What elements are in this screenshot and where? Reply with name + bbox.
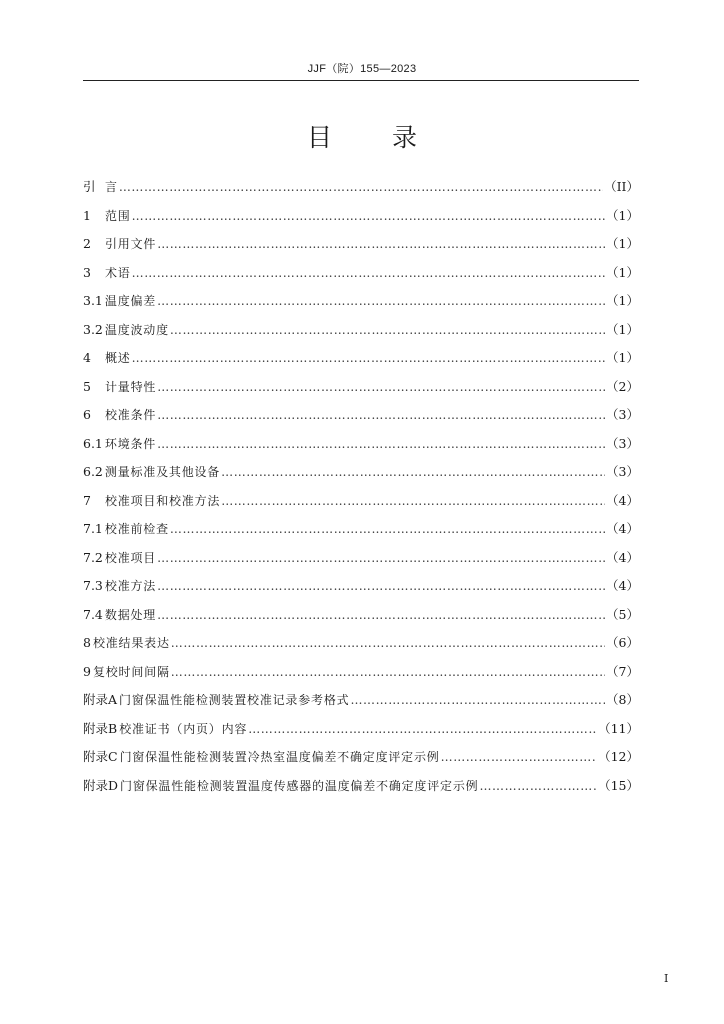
toc-entry-number: 4	[83, 350, 91, 365]
toc-entry-number: 附录C	[83, 749, 118, 764]
toc-entry-page: （1）	[606, 236, 639, 251]
toc-entry-page: （5）	[606, 606, 639, 622]
toc-entry-page: （4）	[606, 578, 639, 593]
toc-entry-number: 7.2	[83, 549, 103, 565]
toc-dot-leader	[170, 518, 605, 540]
table-of-contents	[83, 176, 639, 803]
toc-entry-title: 门窗保温性能检测装置校准记录参考格式	[119, 693, 350, 707]
toc-entry-number: 8	[83, 635, 91, 650]
toc-entry-page: （II）	[604, 179, 639, 194]
toc-entry-number: 附录D	[83, 777, 119, 793]
toc-entry-page: （15）	[598, 777, 639, 793]
toc-entry-number: 3	[83, 264, 91, 280]
toc-dot-leader	[221, 490, 605, 512]
toc-entry-title: 范围	[105, 208, 131, 223]
page-header: JJF（院）155—2023	[307, 63, 417, 75]
toc-entry-page: （1）	[606, 321, 639, 337]
toc-entry[interactable]	[83, 575, 639, 604]
toc-dot-leader	[157, 290, 605, 312]
toc-entry-page: （4）	[606, 521, 639, 536]
toc-dot-leader	[132, 347, 605, 369]
toc-entry[interactable]	[83, 518, 639, 547]
toc-entry-title: 校准方法	[104, 579, 157, 593]
toc-entry-title: 计量特性	[105, 379, 157, 394]
toc-entry[interactable]	[83, 689, 639, 718]
toc-entry-title: 校准项目	[104, 550, 157, 565]
toc-entry-page: （1）	[606, 293, 639, 308]
toc-entry-number: 7.4	[83, 606, 103, 622]
toc-entry-number: 附录A	[83, 692, 118, 707]
toc-entry-number: 1	[83, 207, 91, 223]
toc-entry[interactable]	[83, 661, 639, 690]
toc-entry-title: 校准前检查	[104, 522, 169, 536]
toc-dot-leader	[248, 718, 597, 740]
header-rule	[83, 80, 639, 81]
toc-entry[interactable]	[83, 205, 639, 234]
toc-dot-leader	[157, 604, 605, 626]
toc-dot-leader	[479, 775, 597, 797]
toc-dot-leader	[441, 746, 598, 768]
toc-dot-leader	[157, 376, 605, 398]
toc-entry-page: （3）	[606, 407, 639, 422]
toc-entry-page: （12）	[598, 749, 639, 764]
toc-entry-page: （8）	[606, 692, 639, 707]
toc-entry[interactable]	[83, 604, 639, 633]
toc-entry-page: （1）	[606, 207, 639, 223]
toc-entry-title: 环境条件	[104, 436, 157, 451]
toc-entry[interactable]	[83, 461, 639, 490]
toc-entry-page: （2）	[606, 378, 639, 394]
toc-entry[interactable]	[83, 347, 639, 376]
toc-entry[interactable]	[83, 746, 639, 775]
toc-entry-number: 5	[83, 378, 91, 394]
toc-entry-number: 9	[83, 663, 91, 679]
toc-entry-page: （4）	[606, 492, 639, 508]
toc-entry-title: 校准条件	[105, 408, 157, 422]
toc-entry[interactable]	[83, 376, 639, 405]
toc-entry[interactable]	[83, 319, 639, 348]
toc-entry-title: 引用文件	[105, 237, 157, 251]
toc-entry-page: （11）	[598, 720, 639, 736]
toc-dot-leader	[119, 176, 603, 198]
toc-entry-number: 6.2	[83, 464, 103, 479]
toc-entry[interactable]	[83, 718, 639, 747]
toc-entry-number: 7	[83, 492, 91, 508]
toc-entry-number: 引	[83, 179, 96, 194]
toc-entry[interactable]	[83, 433, 639, 462]
toc-entry-number: 3.1	[83, 293, 103, 308]
toc-entry-title: 温度波动度	[104, 322, 169, 337]
toc-entry-title: 复校时间间隔	[92, 664, 170, 679]
toc-dot-leader	[157, 547, 605, 569]
toc-entry-title: 概述	[105, 351, 131, 365]
toc-entry-title: 门窗保温性能检测装置温度传感器的温度偏差不确定度评定示例	[120, 778, 479, 793]
toc-dot-leader	[157, 404, 605, 426]
toc-dot-leader	[350, 689, 605, 711]
toc-entry-title: 校准结果表达	[92, 636, 170, 650]
toc-entry-number: 3.2	[83, 321, 103, 337]
toc-entry-title: 测量标准及其他设备	[104, 465, 221, 479]
toc-entry-number: 附录B	[83, 720, 118, 736]
toc-entry-page: （1）	[606, 264, 639, 280]
toc-dot-leader	[221, 461, 605, 483]
toc-dot-leader	[157, 433, 605, 455]
toc-dot-leader	[171, 661, 605, 683]
toc-entry-number: 7.1	[83, 521, 103, 536]
toc-dot-leader	[170, 319, 605, 341]
toc-entry-title: 温度偏差	[104, 294, 157, 308]
toc-entry-page: （3）	[606, 435, 639, 451]
toc-entry[interactable]	[83, 490, 639, 519]
toc-entry[interactable]	[83, 290, 639, 319]
toc-entry[interactable]	[83, 262, 639, 291]
toc-entry[interactable]	[83, 404, 639, 433]
toc-entry-title: 数据处理	[104, 607, 157, 622]
toc-entry-page: （3）	[606, 464, 639, 479]
toc-entry-title: 术语	[105, 265, 131, 280]
toc-entry[interactable]	[83, 775, 639, 804]
toc-entry[interactable]	[83, 547, 639, 576]
toc-dot-leader	[132, 262, 605, 284]
toc-dot-leader	[171, 632, 605, 654]
toc-entry[interactable]	[83, 233, 639, 262]
toc-entry-page: （6）	[606, 635, 639, 650]
toc-entry[interactable]	[83, 176, 639, 205]
toc-entry-number: 6	[83, 407, 91, 422]
toc-entry-title: 校准项目和校准方法	[105, 493, 221, 508]
toc-entry-number: 7.3	[83, 578, 103, 593]
toc-entry-page: （4）	[606, 549, 639, 565]
page-number: I	[664, 972, 669, 985]
toc-entry-page: （7）	[606, 663, 639, 679]
toc-entry-page: （1）	[606, 350, 639, 365]
toc-entry-title: 门窗保温性能检测装置冷热室温度偏差不确定度评定示例	[119, 750, 440, 764]
toc-entry-title: 校准证书（内页）内容	[119, 721, 248, 736]
toc-entry-title: 言	[105, 180, 118, 194]
toc-entry-number: 2	[83, 236, 91, 251]
toc-entry[interactable]	[83, 632, 639, 661]
toc-entry-number: 6.1	[83, 435, 103, 451]
toc-dot-leader	[157, 233, 605, 255]
page-title: 目 录	[307, 123, 443, 152]
toc-dot-leader	[157, 575, 605, 597]
toc-dot-leader	[132, 205, 605, 227]
